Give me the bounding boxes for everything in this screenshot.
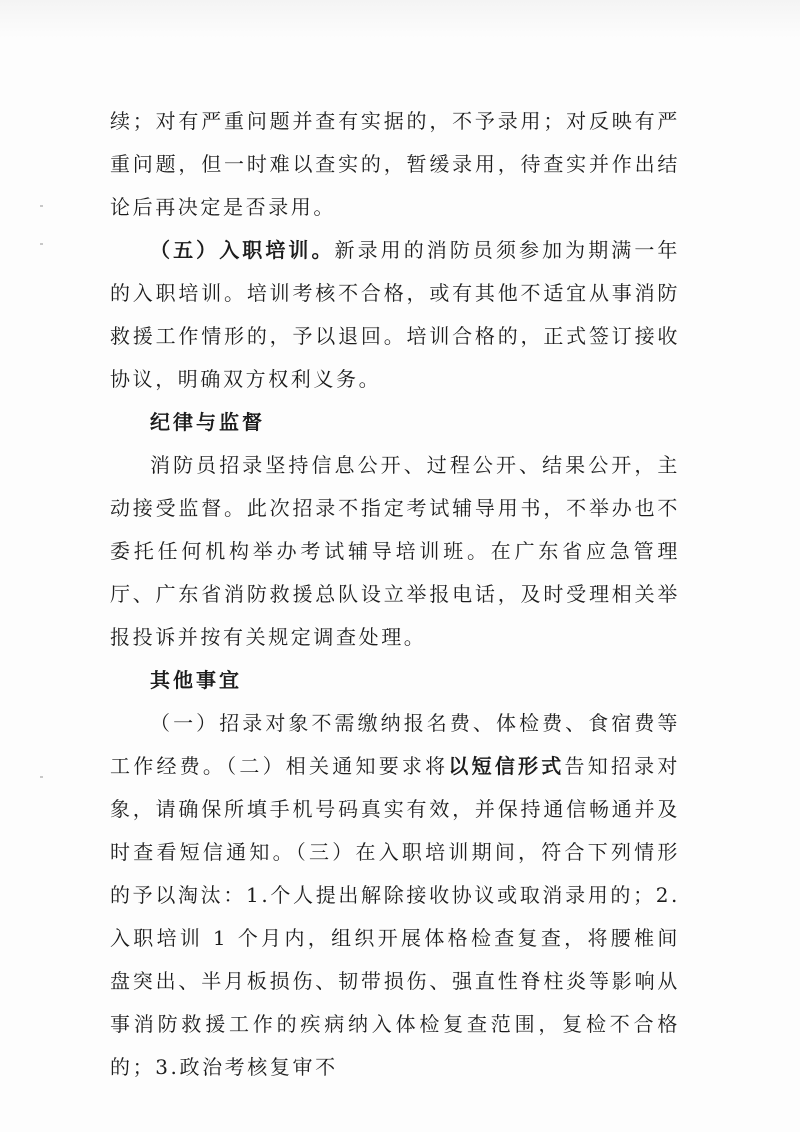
paragraph-text: 新录用的消防员须参加为期满一年的入职培训。培训考核不合格，或有其他不适宜从事消防救援工作情形的，予以退回。培训合格的，正式签订接收协议，明确双方权利义务。 — [110, 238, 680, 391]
scan-mark — [40, 205, 43, 207]
scan-top-shadow — [0, 0, 800, 38]
section-heading-discipline: 纪律与监督 — [150, 410, 265, 434]
paragraph-continued: 续；对有严重问题并查有实据的，不予录用；对反映有严重问题，但一时难以查实的，暂缓录用，待查实并作出结论后再决定是否录用。 — [110, 109, 680, 219]
scan-mark — [40, 243, 43, 245]
paragraph-onboarding-training — [110, 229, 680, 401]
paragraph-text: （一）招录对象不需缴纳报名费、体检费、食宿费等工作经费。（二）相关通知要求将 — [110, 711, 680, 778]
paragraph-discipline: 消防员招录坚持信息公开、过程公开、结果公开，主动接受监督。此次招录不指定考试辅导用书，不举办也不委托任何机构举办考试辅导培训班。在广东省应急管理厅、广东省消防救援总队设立举报电话，及时受理相关举报投诉并按有关规定调查处理。 — [110, 453, 680, 649]
section-lead-onboarding-training: （五）入职培训。 — [150, 238, 335, 262]
paragraph-other-matters — [110, 702, 680, 1089]
section-heading-other-matters: 其他事宜 — [150, 668, 242, 692]
emphasis-sms: 以短信形式 — [448, 754, 565, 778]
document-body — [110, 100, 680, 1089]
scan-mark — [40, 776, 43, 778]
paragraph-text: 告知招录对象，请确保所填手机号码真实有效，并保持通信畅通并及时查看短信通知。（三）在入职培训期间，符合下列情形的予以淘汰：1.个人提出解除接收协议或取消录用的；2.入职培训 1 个月内，组织开展体格检查复查，将腰椎间盘突出、半月板损伤、韧带损伤、强直性脊柱炎等影响从事消防救援工作的疾病纳入体检复查范围，复检不合格的；3.政治考核复审不 — [110, 754, 680, 1079]
